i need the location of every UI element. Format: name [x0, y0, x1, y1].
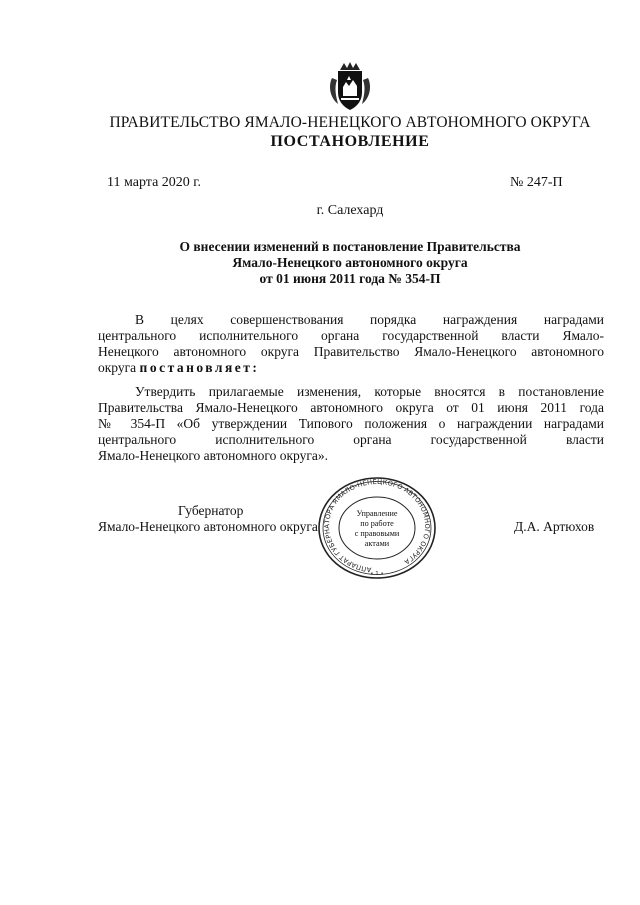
document-number: № 247-П — [510, 175, 563, 190]
document-city: г. Салехард — [316, 203, 384, 218]
paragraph-line: Ямало-Ненецкого автономного округа». — [98, 448, 329, 463]
signatory-title: Губернатор — [178, 503, 244, 518]
stamp-center-line: Управление — [356, 509, 398, 518]
paragraph-line: Ненецкого автономного округа Правительство Ямало-Ненецкого автономного — [98, 344, 604, 359]
signatory-region: Ямало-Ненецкого автономного округа — [98, 519, 318, 534]
stamp-number-mark: • 1 • — [370, 571, 384, 577]
document-type: ПОСТАНОВЛЕНИЕ — [270, 133, 430, 150]
government-title: ПРАВИТЕЛЬСТВО ЯМАЛО-НЕНЕЦКОГО АВТОНОМНОГО ОКРУГА — [109, 114, 591, 131]
heading-line: О внесении изменений в постановление Правительства — [179, 239, 521, 254]
stamp-center-line: актами — [364, 539, 390, 548]
paragraph-line: Правительства Ямало-Ненецкого автономного округа от 01 июня 2011 года — [98, 400, 604, 415]
resolution-paragraph — [98, 384, 604, 464]
paragraph-line: Утвердить прилагаемые изменения, которые вносятся в постановление — [135, 384, 604, 399]
yamal-coat-of-arms-icon — [328, 60, 372, 112]
heading-line: от 01 июня 2011 года № 354-П — [259, 271, 441, 286]
paragraph-line: В целях совершенствования порядка награждения наградами — [135, 312, 604, 327]
document-date: 11 марта 2020 г. — [107, 175, 201, 190]
stamp-center-line: по работе — [360, 519, 394, 528]
official-stamp — [316, 475, 438, 581]
paragraph-line: центрального исполнительного органа государственной власти — [98, 432, 604, 447]
paragraph-line: центрального исполнительного органа государственной власти Ямало- — [98, 328, 604, 343]
heading-line: Ямало-Ненецкого автономного округа — [232, 255, 468, 270]
preamble-paragraph — [98, 312, 604, 376]
paragraph-line: № 354-П «Об утверждении Типового положения о награждении наградами — [98, 416, 604, 431]
paragraph-text: округа — [98, 360, 137, 375]
paragraph-line — [98, 360, 604, 376]
decree-word: постановляет: — [139, 360, 260, 375]
signatory-name: Д.А. Артюхов — [514, 519, 595, 534]
stamp-center-line: с правовыми — [354, 529, 400, 538]
stamp-ring-text: АППАРАТ ГУБЕРНАТОРА ЯМАЛО-НЕНЕЦКОГО АВТОНОМНОГО ОКРУГА — [323, 477, 432, 574]
document-heading — [150, 239, 550, 287]
